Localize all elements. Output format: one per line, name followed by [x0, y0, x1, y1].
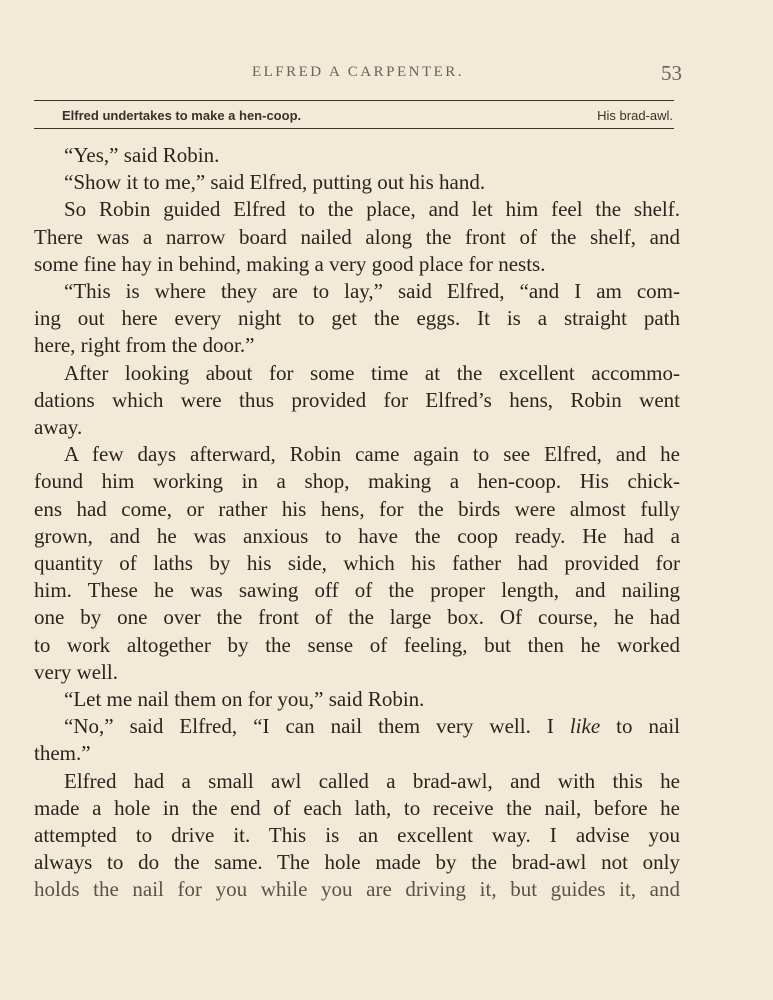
text-line: dations which were thus provided for Elfred’s hens, Robin went: [34, 387, 680, 412]
text-line: There was a narrow board nailed along the front of the shelf, and: [34, 224, 680, 249]
text-line: quantity of laths by his side, which his father had provided for: [34, 551, 680, 576]
text-line: made a hole in the end of each lath, to receive the nail, before he: [34, 795, 680, 820]
text-line: attempted to drive it. This is an excellent way. I advise you: [34, 823, 680, 848]
text-line: always to do the same. The hole made by the brad-awl not only: [34, 850, 680, 875]
side-note-left: Elfred undertakes to make a hen-coop.: [62, 108, 302, 123]
page-number: 53: [661, 61, 682, 85]
text-line: very well.: [34, 659, 118, 684]
text-line: “Let me nail them on for you,” said Robin.: [64, 687, 425, 712]
text-line: “No,” said Elfred, “I can nail them very well. I like to nail: [64, 714, 680, 739]
text-line: holds the nail for you while you are driving it, but guides it, and: [34, 877, 680, 902]
text-line: them.”: [34, 741, 91, 766]
text-line: away.: [34, 415, 83, 440]
text-line: Elfred had a small awl called a brad-awl, and with this he: [64, 768, 680, 793]
text-line: “Yes,” said Robin.: [64, 143, 220, 167]
text-line: “Show it to me,” said Elfred, putting out his hand.: [64, 170, 486, 195]
text-line: found him working in a shop, making a hen-coop. His chick-: [34, 469, 680, 494]
text-line: After looking about for some time at the excellent accommo-: [64, 360, 680, 385]
body-text: [34, 142, 680, 904]
side-note-right: His brad-awl.: [597, 108, 673, 123]
text-line: ens had come, or rather his hens, for the birds were almost fully: [34, 496, 680, 521]
text-line: grown, and he was anxious to have the coop ready. He had a: [34, 523, 680, 548]
text-line: “This is where they are to lay,” said Elfred, “and I am com-: [64, 279, 680, 304]
text-line: A few days afterward, Robin came again to see Elfred, and he: [64, 442, 680, 467]
text-line: one by one over the front of the large box. Of course, he had: [34, 605, 680, 630]
running-title: ELFRED A CARPENTER.: [251, 64, 465, 80]
text-line: ing out here every night to get the eggs. It is a straight path: [34, 306, 680, 331]
header-rule-bottom: [34, 128, 674, 129]
text-line: him. These he was sawing off of the proper length, and nailing: [34, 578, 680, 603]
text-line: some fine hay in behind, making a very good place for nests.: [34, 251, 546, 276]
text-line: here, right from the door.”: [34, 333, 255, 358]
text-line: to work altogether by the sense of feeling, but then he worked: [34, 632, 680, 657]
header-rule-top: [34, 100, 674, 101]
running-head: [34, 61, 682, 88]
text-line: So Robin guided Elfred to the place, and let him feel the shelf.: [64, 197, 680, 222]
